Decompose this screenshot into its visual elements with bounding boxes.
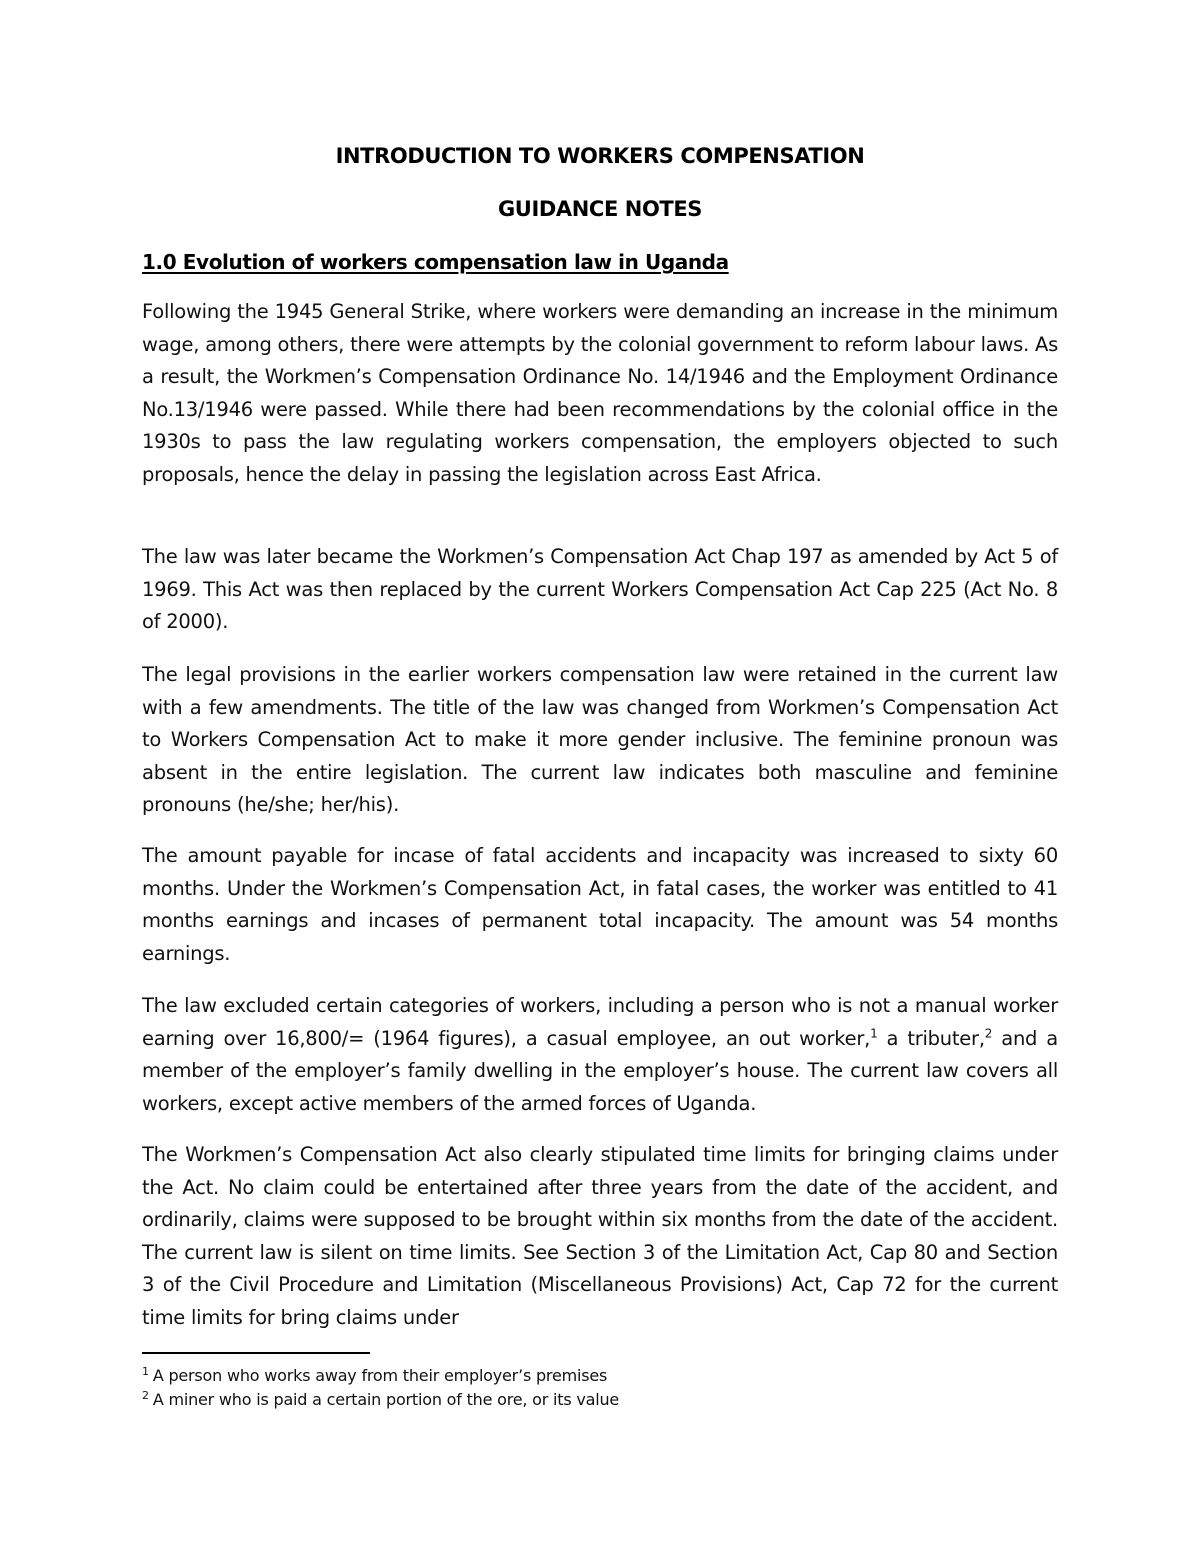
footnote-number: 1 [142,1364,149,1378]
document-subtitle: GUIDANCE NOTES [497,197,703,221]
paragraph-text: and a member of the employer’s family dwelling in the employer’s house. The current law covers all workers, except active members of the armed forces of Uganda. [142,1026,1058,1115]
paragraph-act-history: The law was later became the Workmen’s Compensation Act Chap 197 as amended by Act 5 of 1969. This Act was then replaced by the current Workers Compensation Act Cap 225 (Act No. 8 of 2000). [142,545,1058,633]
footnote-ref-1[interactable]: 1 [870,1026,878,1040]
footnote-number: 2 [142,1388,149,1402]
paragraph-amount-payable: The amount payable for incase of fatal accidents and incapacity was increased to sixty 60 months. Under the Workmen’s Compensation Act, in fatal cases, the worker was entitled to 41 months earnings and incases of permanent total incapacity. The amount was 54 months earnings. [142,844,1058,965]
paragraph-strike-history: Following the 1945 General Strike, where workers were demanding an increase in the minimum wage, among others, there were attempts by the colonial government to reform labour laws. As a result, the Workmen’s Compensation Ordinance No. 14/1946 and the Employment Ordinance No.13/1946 were passed. While there had been recommendations by the colonial office in the 1930s to pass the law regulating workers compensation, the employers objected to such proposals, hence the delay in passing the legislation across East Africa. [142,300,1058,486]
section-heading: 1.0 Evolution of workers compensation law in Uganda [142,250,729,274]
footnote-ref-2[interactable]: 2 [984,1026,993,1040]
paragraph-text: The law excluded certain categories of workers, including a person who is not a manual worker earning over 16,800/= (1964 figures), a casual employee, an out worker, [142,994,1058,1050]
paragraph-time-limits: The Workmen’s Compensation Act also clearly stipulated time limits for bringing claims under the Act. No claim could be entertained after three years from the date of the accident, and ordinarily, claims were supposed to be brought within six months from the date of the accident. The current law is silent on time limits. See Section 3 of the Limitation Act, Cap 80 and Section 3 of the Civil Procedure and Limitation (Miscellaneous Provisions) Act, Cap 72 for the current time limits for bring claims under [142,1143,1058,1329]
footnote-text: A miner who is paid a certain portion of the ore, or its value [152,1390,620,1409]
document-title: INTRODUCTION TO WORKERS COMPENSATION [335,144,865,168]
footnote-divider [142,1352,370,1354]
footnote-1 [142,1366,607,1386]
footnote-2 [142,1390,619,1410]
paragraph-text: a tributer, [877,1026,985,1050]
paragraph-amendments: The legal provisions in the earlier workers compensation law were retained in the current law with a few amendments. The title of the law was changed from Workmen’s Compensation Act to Workers Compensation Act to make it more gender inclusive. The feminine pronoun was absent in the entire legislation. The current law indicates both masculine and feminine pronouns (he/she; her/his). [142,663,1058,816]
paragraph-excluded-workers [142,990,1058,1120]
footnote-text: A person who works away from their employer’s premises [152,1366,608,1385]
